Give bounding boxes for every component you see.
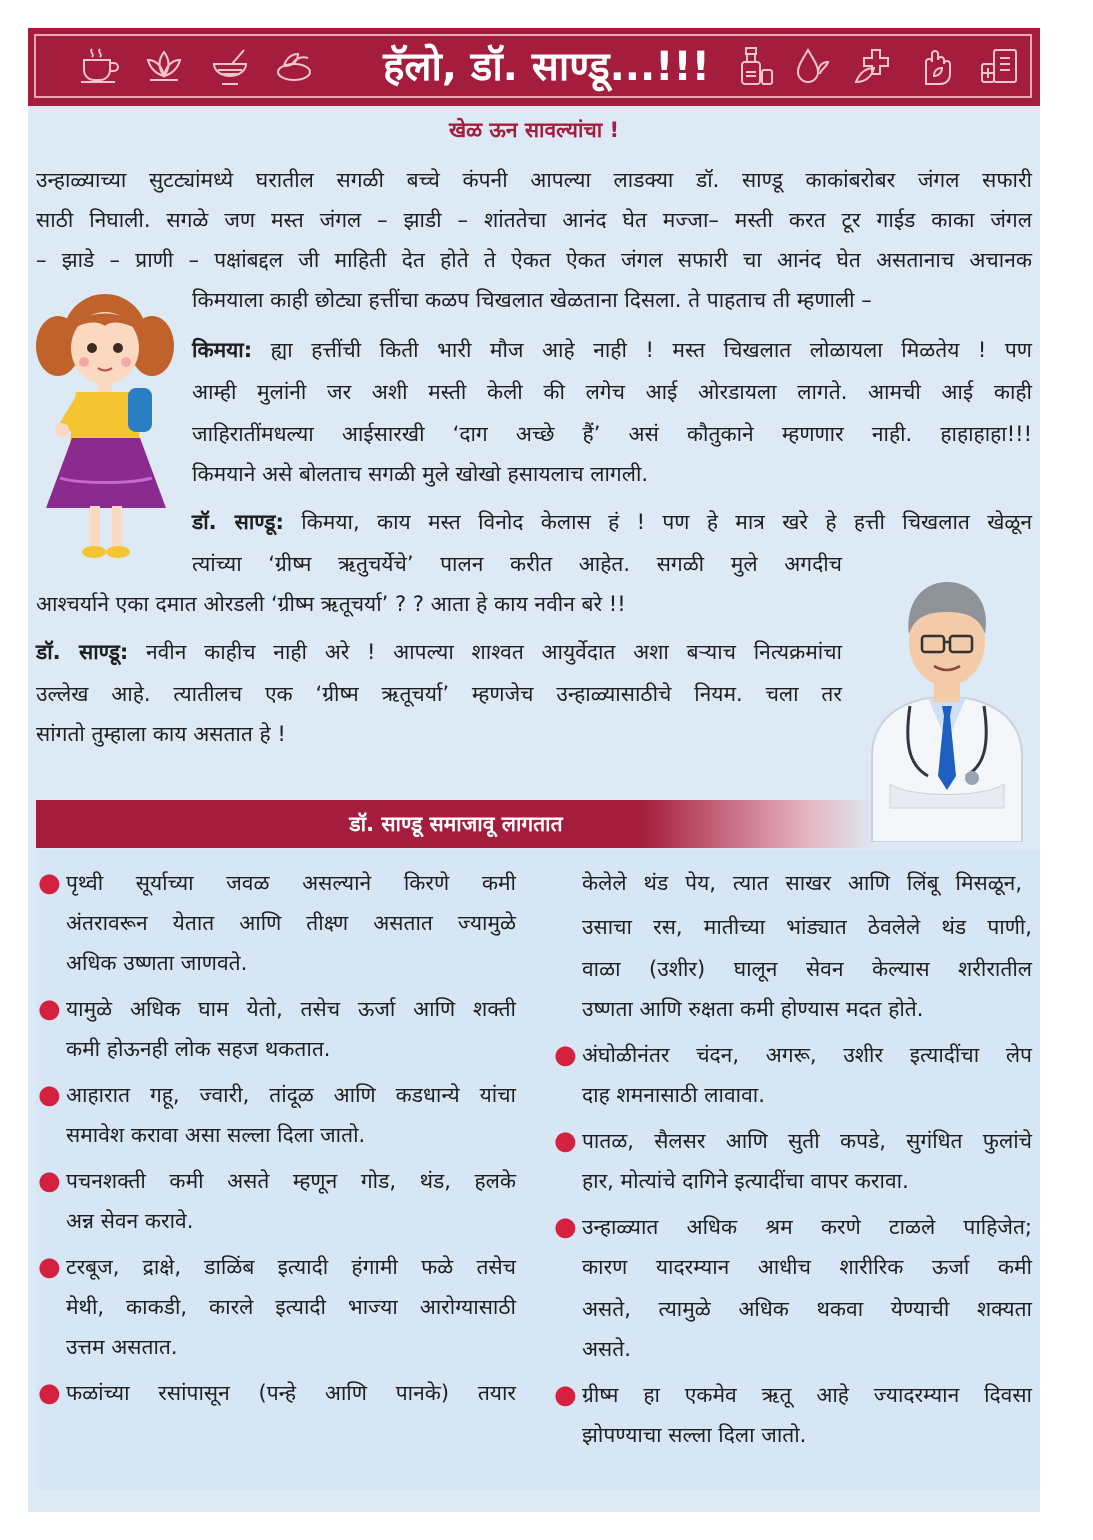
tip-line: वाळा (उशीर) घालून सेवन केल्यास शरीरातील [582,957,1032,981]
bullet-icon: ● [554,1380,577,1410]
bullet-icon: ● [554,1212,577,1242]
tip-line: हार, मोत्यांचे दागिने इत्यादींचा वापर करावा. [582,1169,909,1193]
kimaya-line: आम्ही मुलांनी जर अशी मस्ती केली की लगेच आई ओरडायला लागते. आमची आई काही [192,380,1032,404]
tip-line: टरबूज, द्राक्षे, डाळिंब इत्यादी हंगामी फळे तसेच [66,1255,516,1279]
doctor-line: डॉ. साण्डू: किमया, काय मस्त विनोद केलास हं ! पण हे मात्र खरे हे हत्ती चिखलात खेळून [192,510,1032,534]
tip-line: अंतरावरून येतात आणि तीक्ष्ण असतात ज्यामुळे [66,911,516,935]
tip-line: असते, त्यामुळे अधिक थकवा येण्याची शक्यता [582,1297,1032,1321]
tip-line: अधिक उष्णता जाणवते. [66,951,248,975]
tip-line: आहारात गहू, ज्वारी, तांदूळ आणि कडधान्ये यांचा [66,1083,516,1107]
doctor-line: त्यांच्या ‘ग्रीष्म ऋतुचर्येचे’ पालन करीत आहेत. सगळी मुले अगदीच [192,552,842,576]
doctor-speaker: डॉ. साण्डू: [36,640,129,664]
bullet-icon: ● [554,1040,577,1070]
tip-line: उत्तम असतात. [66,1335,178,1359]
tip-line: समावेश करावा असा सल्ला दिला जातो. [66,1123,366,1147]
doctor-line: सांगतो तुम्हाला काय असतात हे ! [36,722,286,746]
tip-line: पचनशक्ती कमी असते म्हणून गोड, थंड, हलके [66,1169,516,1193]
bullet-icon: ● [38,1080,61,1110]
intro-line: साठी निघाली. सगळे जण मस्त जंगल – झाडी – शांततेचा आनंद घेत मज्जा– मस्ती करत टूर गाईड काका जंगल [36,208,1032,232]
tip-line: यामुळे अधिक घाम येतो, तसेच ऊर्जा आणि शक्ती [66,997,516,1021]
bullet-icon: ● [38,994,61,1024]
doctor-line: डॉ. साण्डू: नवीन काहीच नाही अरे ! आपल्या शाश्वत आयुर्वेदात अशा बऱ्याच नित्यक्रमांचा [36,640,842,664]
intro-line: किमयाला काही छोट्या हत्तींचा कळप चिखलात खेळताना दिसला. ते पाहताच ती म्हणाली – [192,288,872,312]
intro-line: – झाडे – प्राणी – पक्षांबद्दल जी माहिती देत होते ते ऐकत ऐकत जंगल सफारी चा आनंद घेत असतानाच अचानक [36,248,1032,272]
tip-line: अंघोळीनंतर चंदन, अगरू, उशीर इत्यादींचा लेप [582,1043,1032,1067]
doctor-line: उल्लेख आहे. त्यातीलच एक ‘ग्रीष्म ऋतूचर्या’ म्हणजेच उन्हाळ्यासाठीचे नियम. चला तर [36,682,842,706]
tip-line: कमी होऊनही लोक सहज थकतात. [66,1037,331,1061]
tip-line: उन्हाळ्यात अधिक श्रम करणे टाळले पाहिजेत; [582,1215,1032,1239]
tip-line: ग्रीष्म हा एकमेव ऋतू आहे ज्यादरम्यान दिवसा [582,1383,1032,1407]
tip-line: झोपण्याचा सल्ला दिला जातो. [582,1423,807,1447]
tip-line: केलेले थंड पेय, त्यात साखर आणि लिंबू मिसळून, [582,871,1022,895]
bullet-icon: ● [554,1126,577,1156]
bullet-icon: ● [38,1378,61,1408]
kimaya-line: जाहिरातींमधल्या आईसारखी ‘दाग अच्छे हैं’ असं कौतुकाने म्हणणार नाही. हाहाहाहा!!! [192,422,1032,446]
tip-line: दाह शमनासाठी लावावा. [582,1083,765,1107]
bullet-icon: ● [38,868,61,898]
doctor-speaker: डॉ. साण्डू: [192,510,284,534]
girl-illustration [30,278,180,568]
page-title: हॅलो, डॉ. साण्डू...!!! [383,44,710,90]
kimaya-line: किमया: ह्या हत्तींची किती भारी मौज आहे नाही ! मस्त चिखलात लोळायला मिळतेय ! पण [192,338,1032,362]
tip-line: उसाचा रस, मातीच्या भांड्यात ठेवलेले थंड पाणी, [582,915,1032,939]
bullet-icon: ● [38,1166,61,1196]
doctor-line: आश्चर्याने एका दमात ओरडली ‘ग्रीष्म ऋतूचर्या’ ? ? आता हे काय नवीन बरे !! [36,592,626,616]
tip-line: पृथ्वी सूर्याच्या जवळ असल्याने किरणे कमी [66,871,516,895]
kimaya-speaker: किमया: [192,338,253,362]
kimaya-line: किमयाने असे बोलताच सगळी मुले खोखो हसायलाच लागली. [192,462,649,486]
tip-line: पातळ, सैलसर आणि सुती कपडे, सुगंधित फुलांचे [582,1129,1032,1153]
bullet-icon: ● [38,1252,61,1282]
tip-line: अन्न सेवन करावे. [66,1209,194,1233]
story-subtitle: खेळ ऊन सावल्यांचा ! [448,118,620,142]
tip-line: असते. [582,1337,631,1361]
tip-line: मेथी, काकडी, कारले इत्यादी भाज्या आरोग्यासाठी [66,1295,516,1319]
intro-line: उन्हाळ्याच्या सुटट्यांमध्ये घरातील सगळी बच्चे कंपनी आपल्या लाडक्या डॉ. साण्डू काकांबरोबर जंगल सफारी [36,168,1032,192]
tip-line: कारण यादरम्यान आधीच शारीरिक ऊर्जा कमी [582,1255,1032,1279]
section-title: डॉ. साण्डू समाजावू लागतात [349,812,563,836]
doctor-illustration [862,556,1032,842]
tip-line: फळांच्या रसांपासून (पन्हे आणि पानके) तयार [66,1381,516,1405]
tip-line: उष्णता आणि रुक्षता कमी होण्यास मदत होते. [582,997,924,1021]
